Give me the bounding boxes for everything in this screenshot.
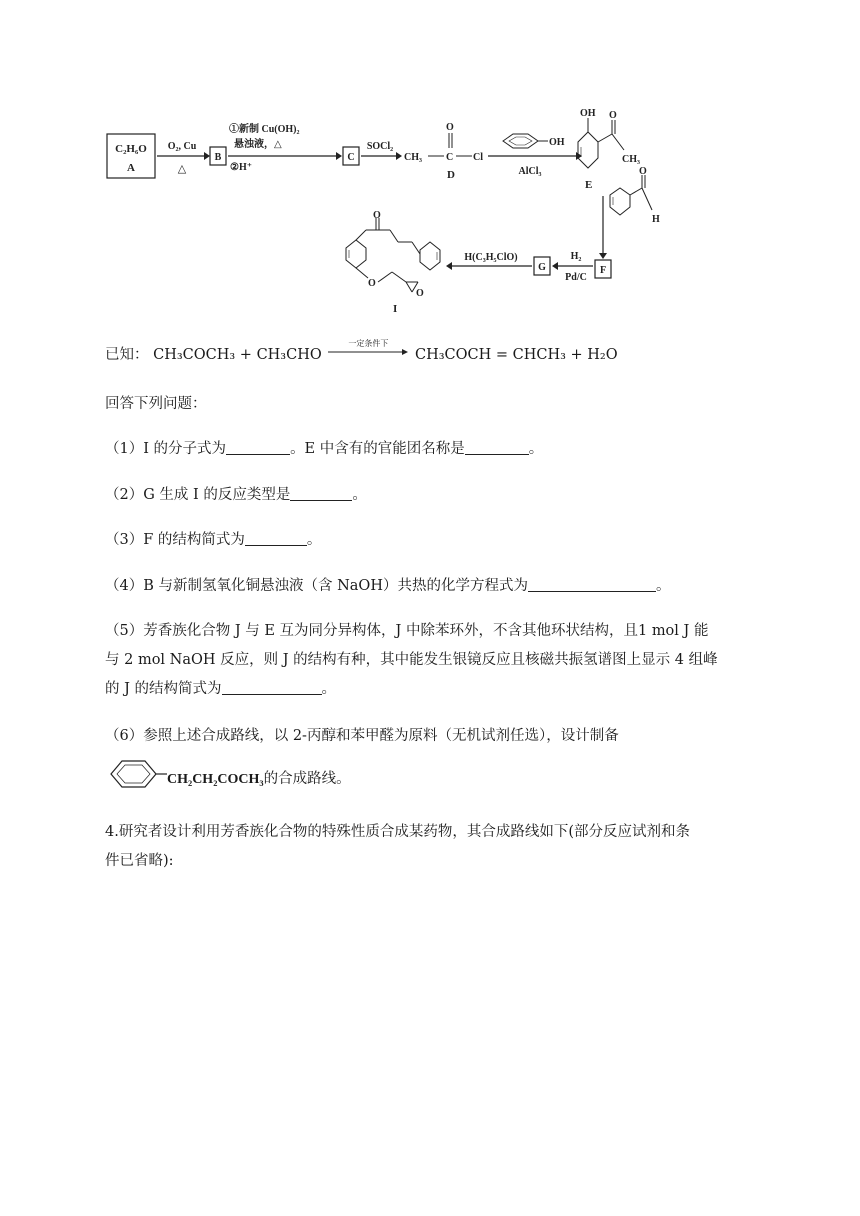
known-right: CH₃COCH = CHCH₃ + H₂O — [414, 347, 618, 363]
compound-C-label: C — [347, 152, 355, 163]
compound-F-label: F — [599, 265, 607, 276]
compound-E-ch3: CH₃ — [622, 154, 640, 165]
benzaldehyde-h: H — [652, 214, 660, 225]
compound-A-formula: C₂H₆O — [115, 143, 147, 155]
phenol-structure — [503, 134, 565, 148]
compound-I-epoxide-o: O — [416, 288, 424, 299]
known-condition: 一定条件下 — [348, 339, 389, 348]
q5-text-b: 。 — [321, 681, 337, 697]
reagent-fresh-cuoh2: ①新制 Cu(OH)₂ — [229, 124, 300, 135]
known-prefix: 已知： — [105, 347, 149, 363]
problem4-line-1: 4.研究者设计利用芳香族化合物的特殊性质合成某药物，其合成路线如下(部分反应试剂和条 — [105, 824, 690, 840]
known-reaction — [105, 339, 618, 365]
compound-I-structure — [346, 210, 440, 315]
compound-E-label: E — [585, 179, 593, 191]
compound-I-label: I — [393, 303, 398, 315]
problem4-line-2: 件已省略): — [105, 853, 174, 869]
question-1 — [105, 435, 755, 464]
q1-text-a: （1）I 的分子式为 — [105, 441, 227, 457]
reagent-h-c3h5clo: H(C₃H₅ClO) — [464, 252, 518, 263]
q2-text-a: （2）G 生成 I 的反应类型是 — [105, 487, 291, 503]
q3-text-a: （3）F 的结构简式为 — [105, 532, 245, 548]
benzaldehyde-o: O — [639, 166, 647, 177]
compound-G-label: G — [538, 262, 546, 273]
compound-D-chlorine: Cl — [473, 152, 483, 163]
compound-D-ch3: CH₃ — [404, 152, 422, 163]
known-arrow-icon — [328, 348, 408, 356]
q6-tail: 的合成路线。 — [263, 771, 351, 787]
q3-text-b: 。 — [306, 532, 322, 548]
compound-D-oxygen: O — [446, 122, 454, 133]
reagent-pd-c: Pd/C — [565, 272, 587, 283]
reagent-alcl3: AlCl₃ — [518, 166, 542, 177]
q2-text-b: 。 — [352, 487, 367, 503]
question-6 — [105, 722, 755, 791]
question-5 — [105, 617, 755, 704]
compound-B-label: B — [214, 152, 222, 163]
benzaldehyde-structure — [610, 166, 660, 225]
reagent-o2-cu: O₂, Cu — [167, 141, 197, 152]
reagent-h-plus: ②H⁺ — [230, 162, 253, 173]
q1-blank-2[interactable] — [465, 440, 529, 455]
compound-D-carbon: C — [446, 152, 454, 163]
phenol-oh: OH — [549, 137, 565, 148]
q4-text-b: 。 — [655, 578, 671, 594]
reagent-heat: △ — [177, 163, 187, 175]
compound-D-label: D — [447, 169, 455, 181]
q3-blank[interactable] — [245, 531, 307, 546]
synthesis-scheme — [100, 100, 700, 325]
q4-text-a: （4）B 与新制氢氧化铜悬浊液（含 NaOH）共热的化学方程式为 — [105, 578, 528, 594]
q5-blank[interactable] — [222, 680, 322, 695]
problem-4 — [105, 818, 755, 876]
q5-text-a: 的 J 的结构简式为 — [105, 681, 222, 697]
reagent-suspension-heat: 悬浊液，△ — [234, 139, 282, 150]
reagent-socl2: SOCl₂ — [366, 141, 394, 152]
q2-blank[interactable] — [290, 486, 352, 501]
q1-text-c: 。 — [528, 441, 544, 457]
compound-E-oh: OH — [580, 108, 596, 119]
compound-A-label: A — [127, 162, 135, 174]
q6-target-structure — [105, 757, 167, 802]
q5-line-3 — [105, 675, 755, 704]
question-4 — [105, 572, 755, 601]
q6-line-2 — [105, 757, 755, 791]
compound-E-carbonyl-o: O — [609, 110, 617, 121]
q6-target-chain: CH₂CH₂COCH₃ — [167, 772, 264, 787]
reagent-h2: H₂ — [570, 251, 582, 262]
q5-line-2: 与 2 mol NaOH 反应，则 J 的结构有种，其中能发生银镜反应且核磁共振氢谱图上显示 4 组峰 — [105, 652, 718, 668]
q1-text-b: 。E 中含有的官能团名称是 — [290, 441, 465, 457]
compound-E-structure — [578, 108, 640, 191]
known-left: CH₃COCH₃ + CH₃CHO — [153, 347, 322, 363]
compound-I-ether-o: O — [368, 278, 376, 289]
q5-line-1: （5）芳香族化合物 J 与 E 互为同分异构体，J 中除苯环外，不含其他环状结构，且1 mol J 能 — [105, 623, 709, 639]
reaction-scheme-diagram — [100, 100, 700, 325]
q1-blank-1[interactable] — [226, 440, 290, 455]
question-2 — [105, 481, 755, 510]
prompt: 回答下列问题： — [105, 396, 207, 412]
question-3 — [105, 526, 755, 555]
q6-line-1: （6）参照上述合成路线，以 2-丙醇和苯甲醛为原料（无机试剂任选），设计制备 — [105, 728, 619, 744]
benzene-ring-icon — [105, 757, 167, 791]
q4-blank[interactable] — [528, 577, 656, 592]
known-arrow — [328, 339, 408, 360]
compound-I-carbonyl-o: O — [373, 210, 381, 221]
